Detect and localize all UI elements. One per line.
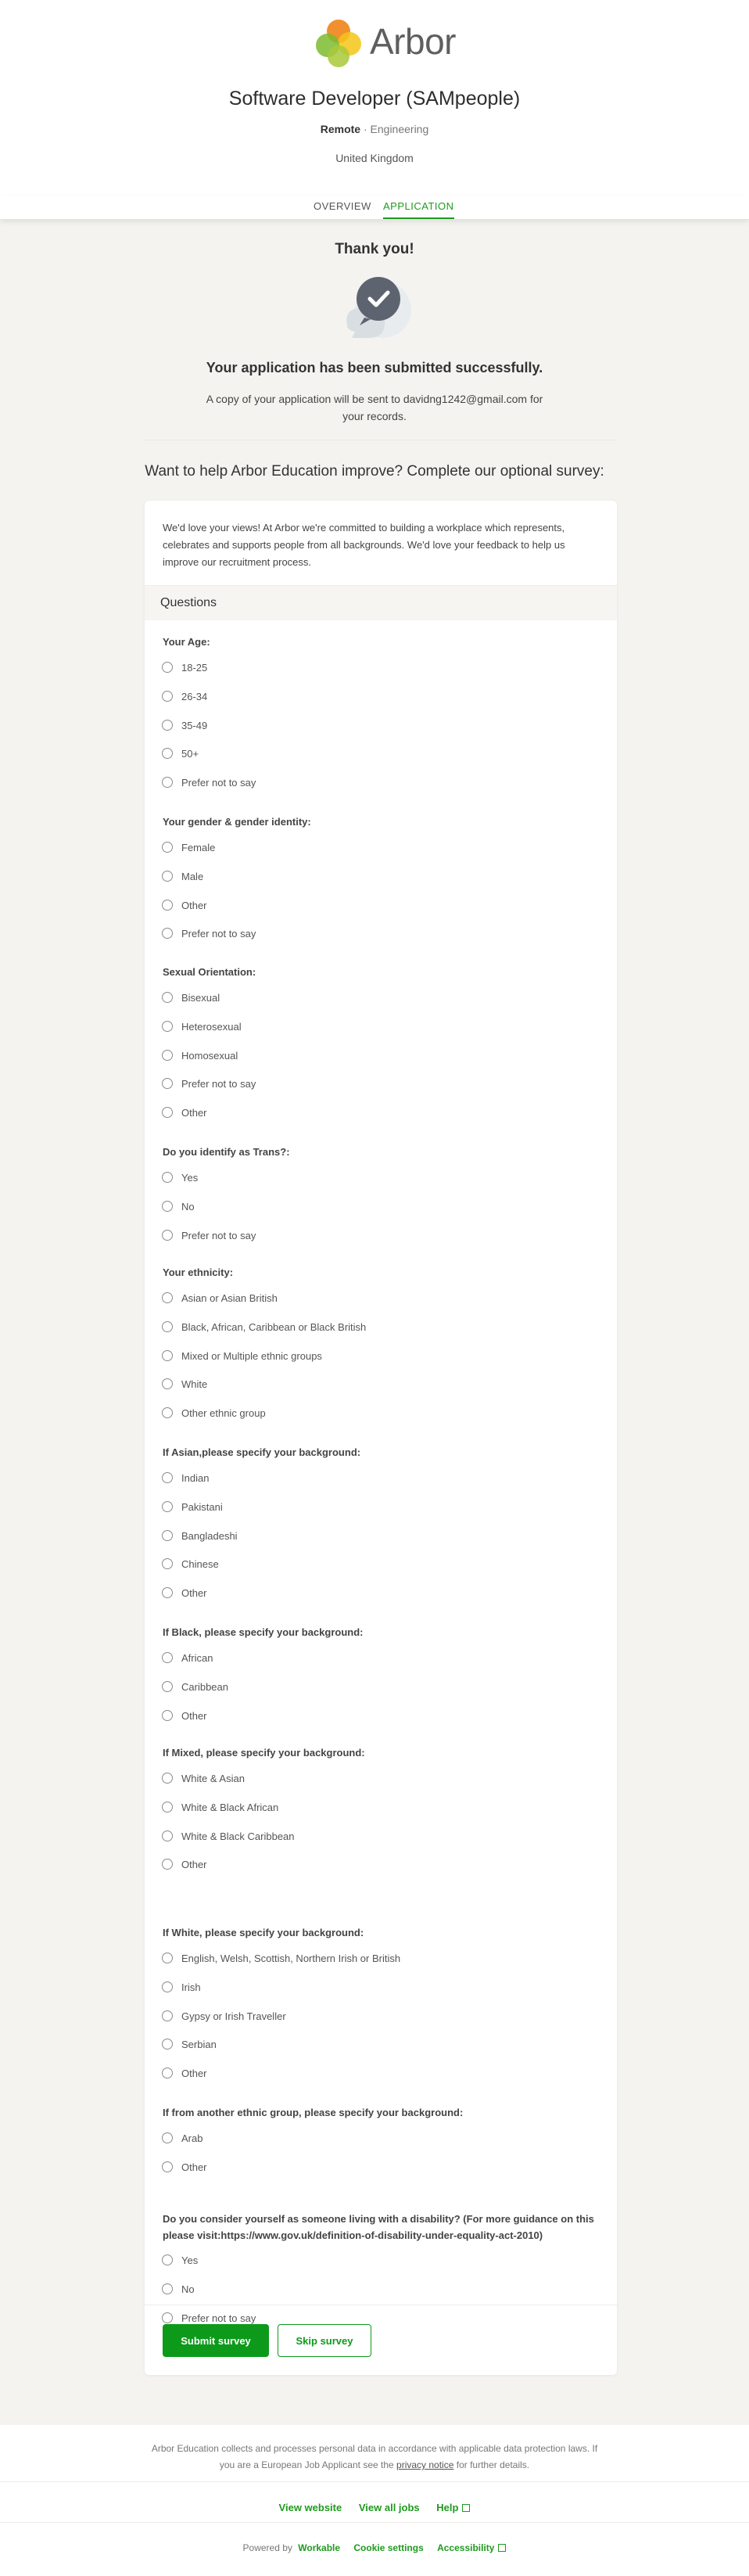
radio-option-label: Other (181, 1710, 207, 1722)
meta-separator: · (363, 123, 371, 135)
footer-divider (0, 2522, 749, 2523)
view-website-link[interactable]: View website (278, 2502, 342, 2513)
radio-option-label: African (181, 1652, 213, 1664)
powered-by-label: Powered by (242, 2542, 292, 2553)
radio-button[interactable] (162, 1321, 173, 1332)
radio-button[interactable] (162, 1378, 173, 1389)
radio-option-label: 26-34 (181, 691, 208, 702)
radio-option-label: No (181, 2283, 195, 2295)
external-link-icon (498, 2544, 506, 2552)
radio-option-label: 35-49 (181, 720, 208, 731)
success-copy: A copy of your application will be sent to davidng1242@gmail.com for your records. (206, 393, 543, 422)
radio-option-label: Prefer not to say (181, 928, 256, 940)
question-label: If Black, please specify your background: (163, 1626, 364, 1638)
radio-option-label: Other (181, 900, 207, 911)
workable-link[interactable]: Workable (298, 2542, 341, 2553)
radio-button[interactable] (162, 1773, 173, 1784)
radio-option-label: Prefer not to say (181, 2312, 256, 2324)
question-label: Do you consider yourself as someone living with a disability? (For more guidance on this please visit:https://www.gov.uk/definition-of-disability-under-equality-act-2010) (163, 2213, 594, 2241)
radio-button[interactable] (162, 871, 173, 882)
radio-button[interactable] (162, 1107, 173, 1118)
cookie-settings-link[interactable]: Cookie settings (353, 2542, 424, 2553)
radio-option-label: Other (181, 1587, 207, 1599)
question-label: Sexual Orientation: (163, 966, 256, 978)
question-label: Your Age: (163, 636, 210, 648)
radio-option-label: Prefer not to say (181, 1078, 256, 1090)
radio-button[interactable] (162, 777, 173, 788)
radio-button[interactable] (162, 992, 173, 1003)
radio-option-label: Caribbean (181, 1681, 228, 1693)
arbor-logo[interactable] (312, 17, 456, 69)
radio-option-label: 18-25 (181, 662, 208, 674)
radio-button[interactable] (162, 2132, 173, 2143)
radio-button[interactable] (162, 1021, 173, 1032)
radio-button[interactable] (162, 1831, 173, 1841)
footer-divider (0, 2481, 749, 2482)
radio-button[interactable] (162, 720, 173, 731)
radio-button[interactable] (162, 900, 173, 911)
radio-button[interactable] (162, 1681, 173, 1692)
radio-button[interactable] (162, 1501, 173, 1512)
job-department: Engineering (370, 123, 429, 135)
radio-button[interactable] (162, 842, 173, 853)
survey-actions (145, 2305, 617, 2376)
radio-button[interactable] (162, 662, 173, 673)
radio-option-label: Indian (181, 1472, 210, 1484)
radio-button[interactable] (162, 1472, 173, 1483)
external-link-icon (462, 2504, 470, 2512)
radio-option-label: Other (181, 2068, 207, 2079)
question-label: If from another ethnic group, please specify your background: (163, 2107, 464, 2118)
radio-option-label: Other (181, 1107, 207, 1119)
radio-option-label: Pakistani (181, 1501, 223, 1513)
radio-option-label: Mixed or Multiple ethnic groups (181, 1350, 322, 1362)
radio-option-label: Yes (181, 1172, 199, 1184)
radio-button[interactable] (162, 1407, 173, 1418)
privacy-note (149, 2441, 600, 2474)
question-label: If Asian,please specify your background: (163, 1446, 361, 1458)
radio-option-label: Other (181, 1859, 207, 1870)
radio-option-label: Black, African, Caribbean or Black British (181, 1321, 367, 1333)
question-label: If White, please specify your background: (163, 1927, 364, 1938)
radio-button[interactable] (162, 1587, 173, 1598)
skip-survey-button[interactable]: Skip survey (278, 2324, 371, 2357)
arbor-logo-mark (312, 17, 365, 69)
radio-option-label: Prefer not to say (181, 1230, 256, 1241)
question-label: Your ethnicity: (163, 1266, 234, 1278)
job-header (0, 0, 749, 196)
survey-intro: We'd love your views! At Arbor we're committed to building a workplace which represents, celebrates and supports people from all backgrounds. We'd love your feedback to help us improve our recruitment process. (163, 522, 565, 568)
radio-option-label: Bisexual (181, 992, 220, 1004)
radio-button[interactable] (162, 1050, 173, 1061)
radio-option-label: Female (181, 842, 216, 853)
radio-button[interactable] (162, 1350, 173, 1361)
tab-application[interactable]: APPLICATION (383, 200, 454, 219)
radio-option-label: Irish (181, 1981, 201, 1993)
help-link[interactable] (436, 2502, 470, 2513)
radio-option-label: Bangladeshi (181, 1530, 238, 1542)
radio-button[interactable] (162, 1802, 173, 1813)
survey-prompt: Want to help Arbor Education improve? Complete our optional survey: (145, 463, 604, 480)
footer-links (0, 2502, 749, 2513)
radio-option-label: No (181, 1201, 195, 1213)
radio-button[interactable] (162, 1710, 173, 1721)
footer-bottom (0, 2542, 749, 2553)
radio-button[interactable] (162, 748, 173, 759)
radio-button[interactable] (162, 1953, 173, 1963)
radio-option-label: White & Asian (181, 1773, 245, 1784)
submit-survey-button[interactable]: Submit survey (163, 2324, 269, 2357)
radio-option-label: Other (181, 2161, 207, 2173)
radio-option-label: White (181, 1378, 208, 1390)
radio-option-label: English, Welsh, Scottish, Northern Irish or British (181, 1953, 401, 1964)
radio-button[interactable] (162, 1530, 173, 1541)
radio-option-label: Prefer not to say (181, 777, 256, 789)
radio-button[interactable] (162, 1859, 173, 1870)
page-footer (0, 2425, 749, 2576)
radio-button[interactable] (162, 1230, 173, 1241)
logo-wordmark: Arbor (370, 21, 456, 62)
accessibility-label: Accessibility (437, 2542, 495, 2553)
radio-button[interactable] (162, 1078, 173, 1089)
radio-option-label: Homosexual (181, 1050, 238, 1062)
questions-header (145, 585, 617, 620)
radio-option-label: Heterosexual (181, 1021, 242, 1033)
radio-option-label: 50+ (181, 748, 199, 760)
tab-overview[interactable]: OVERVIEW (314, 200, 371, 212)
radio-option-label: Gypsy or Irish Traveller (181, 2010, 286, 2022)
radio-button[interactable] (162, 2068, 173, 2078)
question-label: Do you identify as Trans?: (163, 1146, 290, 1158)
radio-option-label: Chinese (181, 1558, 219, 1570)
radio-option-label: Asian or Asian British (181, 1292, 278, 1304)
radio-option-label: Serbian (181, 2039, 217, 2050)
radio-button[interactable] (162, 1172, 173, 1183)
radio-button[interactable] (162, 2254, 173, 2265)
privacy-note-suffix: for further details. (453, 2459, 530, 2470)
radio-button[interactable] (162, 2161, 173, 2172)
privacy-note-text: Arbor Education collects and processes personal data in accordance with applicable data protection laws. If you are a European Job Applicant see the (151, 2443, 598, 2470)
success-title: Your application has been submitted successfully. (206, 360, 543, 375)
radio-option-label: Other ethnic group (181, 1407, 266, 1419)
job-location: United Kingdom (335, 152, 414, 164)
radio-button[interactable] (162, 2010, 173, 2021)
help-label: Help (436, 2502, 459, 2513)
radio-option-label: Male (181, 871, 204, 882)
question-label: Your gender & gender identity: (163, 816, 311, 828)
radio-option-label: White & Black Caribbean (181, 1831, 295, 1842)
radio-option-label: Yes (181, 2254, 199, 2266)
view-all-jobs-link[interactable]: View all jobs (358, 2502, 420, 2513)
job-title: Software Developer (SAMpeople) (228, 88, 521, 110)
radio-button[interactable] (162, 2039, 173, 2050)
privacy-notice-link[interactable]: privacy notice (396, 2459, 454, 2470)
questions-label: Questions (160, 596, 217, 609)
thanks-heading: Thank you! (335, 241, 414, 257)
radio-button[interactable] (162, 928, 173, 939)
radio-option-label: White & Black African (181, 1802, 279, 1813)
survey-card (145, 501, 617, 2375)
accessibility-link[interactable] (437, 2542, 506, 2553)
radio-option-label: Arab (181, 2132, 203, 2144)
radio-button[interactable] (162, 1558, 173, 1569)
radio-button[interactable] (162, 1201, 173, 1212)
radio-button[interactable] (162, 2283, 173, 2294)
radio-button[interactable] (162, 1652, 173, 1663)
question-label: If Mixed, please specify your background: (163, 1747, 365, 1759)
job-meta (0, 123, 749, 135)
job-tabs (0, 196, 749, 220)
job-workplace: Remote (320, 123, 361, 135)
chat-check-icon (341, 274, 416, 344)
radio-button[interactable] (162, 1981, 173, 1992)
radio-button[interactable] (162, 691, 173, 702)
radio-button[interactable] (162, 1292, 173, 1303)
